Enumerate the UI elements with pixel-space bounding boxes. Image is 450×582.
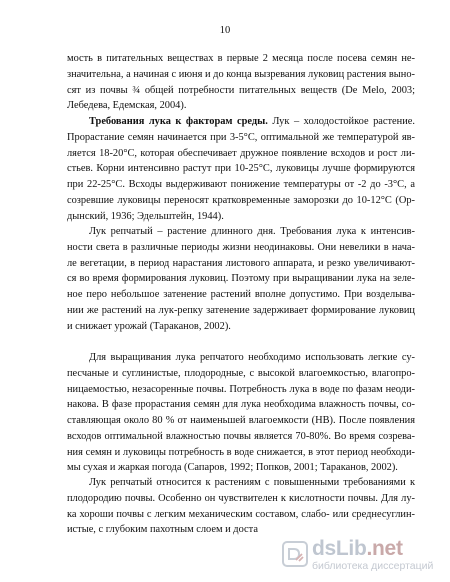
text-line: истые, с глубоким пахотным слоем и доста: [67, 524, 258, 536]
text-line: дынский, 1936; Эдельштейн, 1944).: [67, 210, 224, 222]
text-line: нии же растений на лук-репку затенение задерживает формирование луковиц: [67, 304, 415, 316]
text-line: Прорастание семян начинается при 3-5°С, оптимальной же температурой яв-: [67, 131, 415, 143]
page-number: 10: [219, 25, 231, 36]
text-line: ное перо небольшое затенение растений вполне допустимо. При возделыва-: [67, 289, 415, 300]
text-line: при 22-25°С. Всходы выдерживают понижение температуры от -2 до -3°С, а: [67, 179, 415, 190]
text-line: ницаемостью, незасоренные почвы. Потребность лука в воде по фазам неоди-: [67, 383, 415, 395]
watermark-logo-suffix: .net: [366, 537, 403, 560]
text-line: Для выращивания лука репчатого необходимо использовать легкие су-: [89, 352, 415, 363]
main-text: [67, 0, 415, 582]
text-line: ния семян и луковицы потребность в воде снижается, в этот период необходи-: [67, 446, 415, 458]
paragraph: [67, 350, 415, 476]
section-heading: Требования лука к факторам среды.: [89, 116, 268, 127]
text-line: плодородию почвы. Особенно он чувствителен к кислотности почвы. Для лу-: [67, 492, 415, 504]
text-line: [67, 114, 415, 130]
text-run: Лук – холодостойкое растение.: [267, 116, 415, 127]
text-line: песчаные и суглинистые, плодородные, с высокой влагоемкостью, влагопро-: [67, 367, 415, 379]
text-line: ле вегетации, в период нарастания листового аппарата, и резко увеличивают-: [67, 257, 415, 269]
text-line: Лук репчатый относится к растениям с повышенными требованиями к: [89, 477, 415, 488]
text-line: мы сухая и жаркая погода (Сапаров, 1992; Попков, 2001; Тараканов, 2002).: [67, 462, 398, 474]
text-line: ся во время формирования луковиц. Поэтому при выращивании лука на зеле-: [67, 273, 415, 285]
paragraph: [67, 475, 415, 538]
text-line: и снижает урожай (Тараканов, 2002).: [67, 320, 231, 332]
text-line: всходов оптимальной влажностью почвы является 70-80%. Во время созрева-: [67, 430, 415, 442]
text-line: стьев. Корни интенсивно растут при 10-25°С, луковицы лучше формируются: [67, 163, 415, 175]
text-line: ка хороши почвы с легким механическим составом, слабо- или среднесуглин-: [67, 508, 415, 520]
text-line: накова. В фазе прорастания семян для лука необходима влажность почвы, со-: [67, 399, 415, 411]
text-line: созревшие луковицы переносят кратковременные заморозки до 10-12°С (Ор-: [67, 194, 415, 206]
watermark-logo: [312, 537, 403, 561]
text-line: значительна, а начиная с июня и до конца вызревания луковиц растения выно-: [67, 68, 415, 80]
text-line: ляется 18-20°С, которая обеспечивает дружное появление всходов и рост ли-: [67, 147, 415, 159]
text-line: Лук репчатый – растение длинного дня. Требования лука к интенсив-: [89, 226, 415, 237]
paragraph: [67, 51, 415, 114]
paragraph: [67, 114, 415, 224]
text-line: ставляющая около 80 % от наименьшей влагоемкости (НВ). После появления: [67, 415, 415, 426]
watermark-subtitle: библиотека диссертаций: [312, 560, 434, 572]
text-line: ности света в различные периоды жизни неодинаковы. Они невелики в нача-: [67, 241, 415, 253]
watermark[interactable]: [282, 537, 432, 573]
text-line: мость в питательных веществах в первые 2 месяца после посева семян не-: [67, 53, 415, 64]
dslib-logo-icon: [282, 541, 308, 567]
text-line: Лебедева, Едемская, 2004).: [67, 100, 187, 112]
text-line: сят из почвы ¾ общей потребности питательных веществ (De Melo, 2003;: [67, 84, 415, 96]
watermark-logo-main: dsLib: [312, 537, 367, 560]
paragraph: [67, 224, 415, 334]
